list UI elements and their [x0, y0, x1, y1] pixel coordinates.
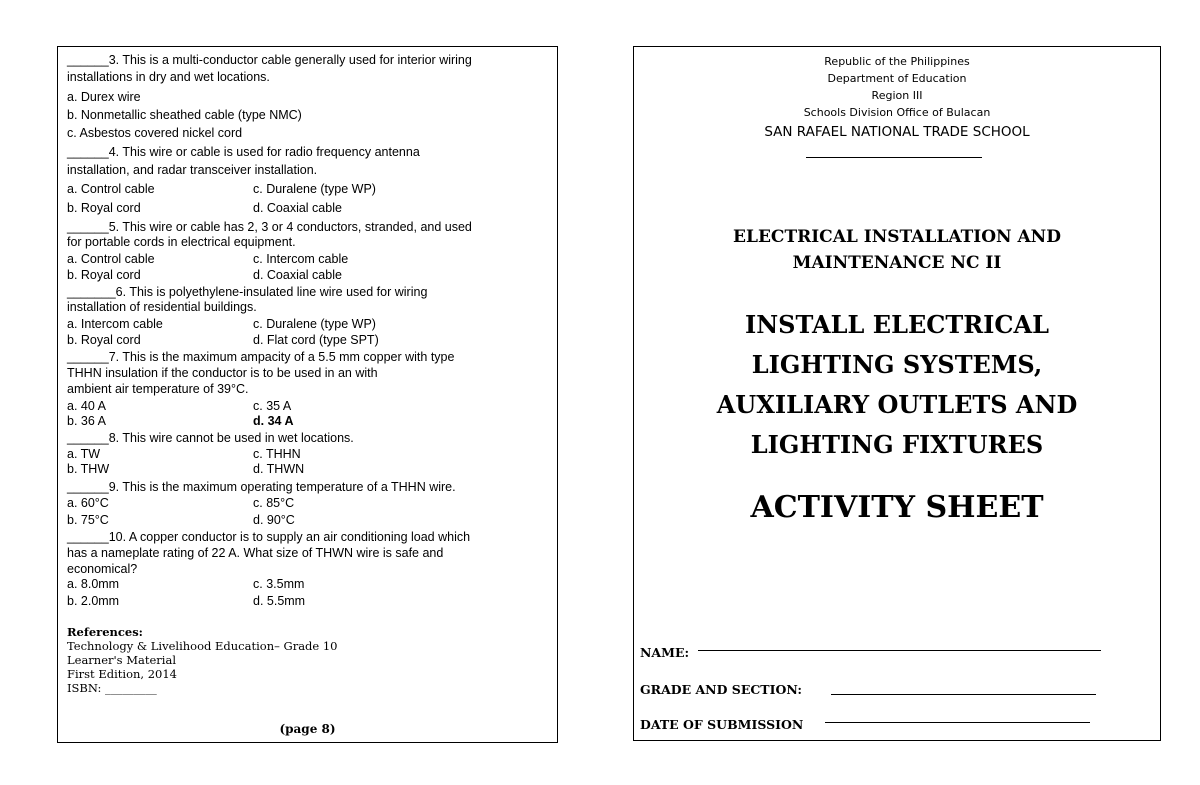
q9-option-d: d. 90°C [253, 513, 295, 527]
header-department: Department of Education [827, 72, 967, 85]
q3-option-b: b. Nonmetallic sheathed cable (type NMC) [67, 108, 302, 122]
header-division: Schools Division Office of Bulacan [803, 106, 991, 119]
q5-option-a: a. Control cable [67, 252, 155, 266]
q7-option-c: c. 35 A [253, 399, 292, 413]
question-7-line-2: THHN insulation if the conductor is to be used in an with [67, 366, 378, 380]
question-9-line-1: ______9. This is the maximum operating temperature of a THHN wire. [67, 480, 456, 494]
q8-option-b: b. THW [67, 462, 110, 476]
question-7-line-3: ambient air temperature of 39°C. [67, 382, 249, 396]
question-7-line-1: ______7. This is the maximum ampacity of a 5.5 mm copper with type [67, 350, 455, 364]
question-3-line-2: installations in dry and wet locations. [67, 70, 270, 84]
page-number: (page 8) [279, 722, 336, 736]
question-6-line-2: installation of residential buildings. [67, 300, 257, 314]
quiz-page [57, 46, 558, 743]
q4-option-d: d. Coaxial cable [253, 201, 342, 215]
course-title [634, 224, 1160, 276]
question-10-line-2: has a nameplate rating of 22 A. What size of THWN wire is safe and [67, 546, 444, 560]
q7-option-d-answer: d. 34 A [253, 414, 294, 428]
q10-option-d: d. 5.5mm [253, 594, 306, 608]
module-title-line: INSTALL ELECTRICAL [745, 310, 1049, 339]
question-10-line-3: economical? [67, 562, 138, 576]
module-title-line: LIGHTING SYSTEMS, [751, 350, 1043, 379]
header-republic: Republic of the Philippines [824, 55, 970, 68]
grade-section-label: GRADE AND SECTION: [640, 682, 802, 697]
q9-option-c: c. 85°C [253, 496, 295, 510]
course-title-line: ELECTRICAL INSTALLATION AND [733, 227, 1061, 247]
question-3-line-1: ______3. This is a multi-conductor cable generally used for interior wiring [67, 53, 472, 67]
cover-page [633, 46, 1161, 741]
q9-option-b: b. 75°C [67, 513, 109, 527]
reference-line: ISBN: _________ [67, 681, 157, 695]
question-6-line-1: _______6. This is polyethylene-insulated line wire used for wiring [67, 285, 428, 299]
q4-option-a: a. Control cable [67, 182, 155, 196]
q7-option-b: b. 36 A [67, 414, 106, 428]
name-label: NAME: [640, 645, 690, 660]
q5-option-b: b. Royal cord [67, 268, 141, 282]
name-field-line[interactable] [698, 650, 1101, 651]
module-title-line: LIGHTING FIXTURES [750, 430, 1044, 459]
date-field-line[interactable] [825, 722, 1090, 723]
question-4-line-2: installation, and radar transceiver installation. [67, 163, 318, 177]
school-name: SAN RAFAEL NATIONAL TRADE SCHOOL [764, 124, 1030, 140]
date-label: DATE OF SUBMISSION [640, 717, 804, 732]
q9-option-a: a. 60°C [67, 496, 109, 510]
q10-option-c: c. 3.5mm [253, 577, 305, 591]
q8-option-d: d. THWN [253, 462, 305, 476]
question-5-line-1: ______5. This wire or cable has 2, 3 or 4 conductors, stranded, and used [67, 220, 472, 234]
q3-option-c: c. Asbestos covered nickel cord [67, 126, 243, 140]
references-block [67, 625, 338, 695]
q8-option-a: a. TW [67, 447, 101, 461]
q4-option-c: c. Duralene (type WP) [253, 182, 376, 196]
q5-option-c: c. Intercom cable [253, 252, 349, 266]
q3-option-a: a. Durex wire [67, 90, 141, 104]
question-8-line-1: ______8. This wire cannot be used in wet locations. [67, 431, 354, 445]
activity-sheet-title: ACTIVITY SHEET [750, 490, 1044, 525]
q6-option-d: d. Flat cord (type SPT) [253, 333, 379, 347]
header-region: Region III [871, 89, 923, 102]
q5-option-d: d. Coaxial cable [253, 268, 342, 282]
module-title-line: AUXILIARY OUTLETS AND [716, 390, 1078, 419]
reference-line: First Edition, 2014 [67, 667, 177, 681]
question-5-line-2: for portable cords in electrical equipment. [67, 235, 296, 249]
q6-option-a: a. Intercom cable [67, 317, 163, 331]
module-title [634, 305, 1160, 465]
q10-option-b: b. 2.0mm [67, 594, 120, 608]
grade-section-field-line[interactable] [831, 694, 1096, 695]
references-heading: References: [67, 625, 143, 639]
q6-option-c: c. Duralene (type WP) [253, 317, 376, 331]
q10-option-a: a. 8.0mm [67, 577, 120, 591]
q4-option-b: b. Royal cord [67, 201, 141, 215]
reference-line: Learner's Material [67, 653, 176, 667]
q8-option-c: c. THHN [253, 447, 301, 461]
q6-option-b: b. Royal cord [67, 333, 141, 347]
question-4-line-1: ______4. This wire or cable is used for radio frequency antenna [67, 145, 420, 159]
course-title-line: MAINTENANCE NC II [792, 253, 1002, 273]
reference-line: Technology & Livelihood Education– Grade 10 [67, 639, 338, 653]
question-10-line-1: ______10. A copper conductor is to supply an air conditioning load which [67, 530, 471, 544]
q7-option-a: a. 40 A [67, 399, 106, 413]
header-divider [806, 157, 982, 158]
